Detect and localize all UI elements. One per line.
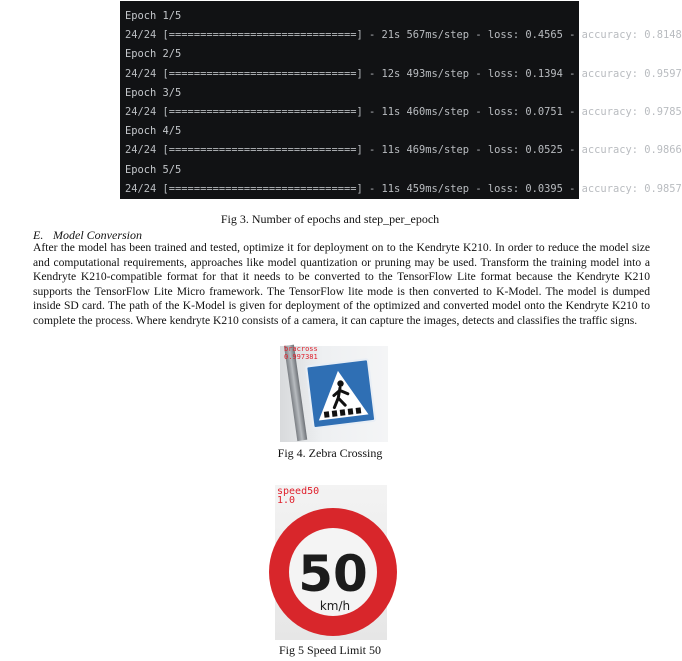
training-log-figure (120, 1, 682, 199)
figure-3-caption: Fig 3. Number of epochs and step_per_epoch (220, 212, 440, 226)
sign-speed-unit: km/h (319, 599, 351, 613)
section-title: Model Conversion (53, 228, 142, 242)
section-number: E. (33, 228, 44, 242)
epoch-4-label: Epoch 4/5 (125, 125, 182, 138)
epoch-1-progress: 24/24 [==============================] - 21s 567ms/step - loss: 0.4565 - accuracy: 0.8148 (125, 29, 682, 42)
detection-overlay-speed (277, 487, 319, 505)
detection-overlay-zebra (284, 346, 318, 361)
speed-limit-sign-graphic (275, 485, 387, 640)
speed-limit-photo (275, 485, 387, 640)
section-heading (33, 228, 142, 242)
epoch-3-progress: 24/24 [==============================] - 11s 460ms/step - loss: 0.0751 - accuracy: 0.9785 (125, 105, 682, 118)
detection-confidence: 1.0 (277, 495, 296, 506)
epoch-5-progress: 24/24 [==============================] - 11s 459ms/step - loss: 0.0395 - accuracy: 0.9857 (125, 182, 682, 195)
sign-speed-number: 50 (298, 545, 368, 603)
epoch-2-label: Epoch 2/5 (125, 48, 182, 61)
section-body-paragraph: After the model has been trained and tested, optimize it for deployment on to the Kendryte K210. In order to reduce the model size and computational requirements, approaches like model quantization or pruning may be used. Transform the training model into a Kendryte K210-compatible format for that it needs to be converted to the TensorFlow Lite format because the Kendryte K210 supports the TensorFlow Lite Micro framework. The TensorFlow lite mode is then converted to K-Model. The model is dumped inside SD card. The path of the K-Model is given for deployment of the optimized and converted model onto the Kendryte K210 to complete the process. Where kendryte K210 consists of a camera, it can capture the images, detects and classifies the traffic signs. (33, 241, 650, 327)
figure-5-caption: Fig 5 Speed Limit 50 (279, 643, 381, 657)
epoch-1-label: Epoch 1/5 (125, 10, 182, 22)
zebra-crossing-photo (280, 346, 388, 442)
figure-4-caption: Fig 4. Zebra Crossing (277, 446, 383, 460)
epoch-5-label: Epoch 5/5 (125, 163, 182, 176)
epoch-2-progress: 24/24 [==============================] - 12s 493ms/step - loss: 0.1394 - accuracy: 0.9597 (125, 67, 682, 80)
detection-class-label: bracross (284, 345, 318, 353)
detection-confidence: 0.997381 (284, 352, 318, 361)
epoch-3-label: Epoch 3/5 (125, 86, 182, 99)
detection-class-label: speed50 (277, 486, 320, 497)
epoch-4-progress: 24/24 [==============================] - 11s 469ms/step - loss: 0.0525 - accuracy: 0.9866 (125, 144, 682, 157)
